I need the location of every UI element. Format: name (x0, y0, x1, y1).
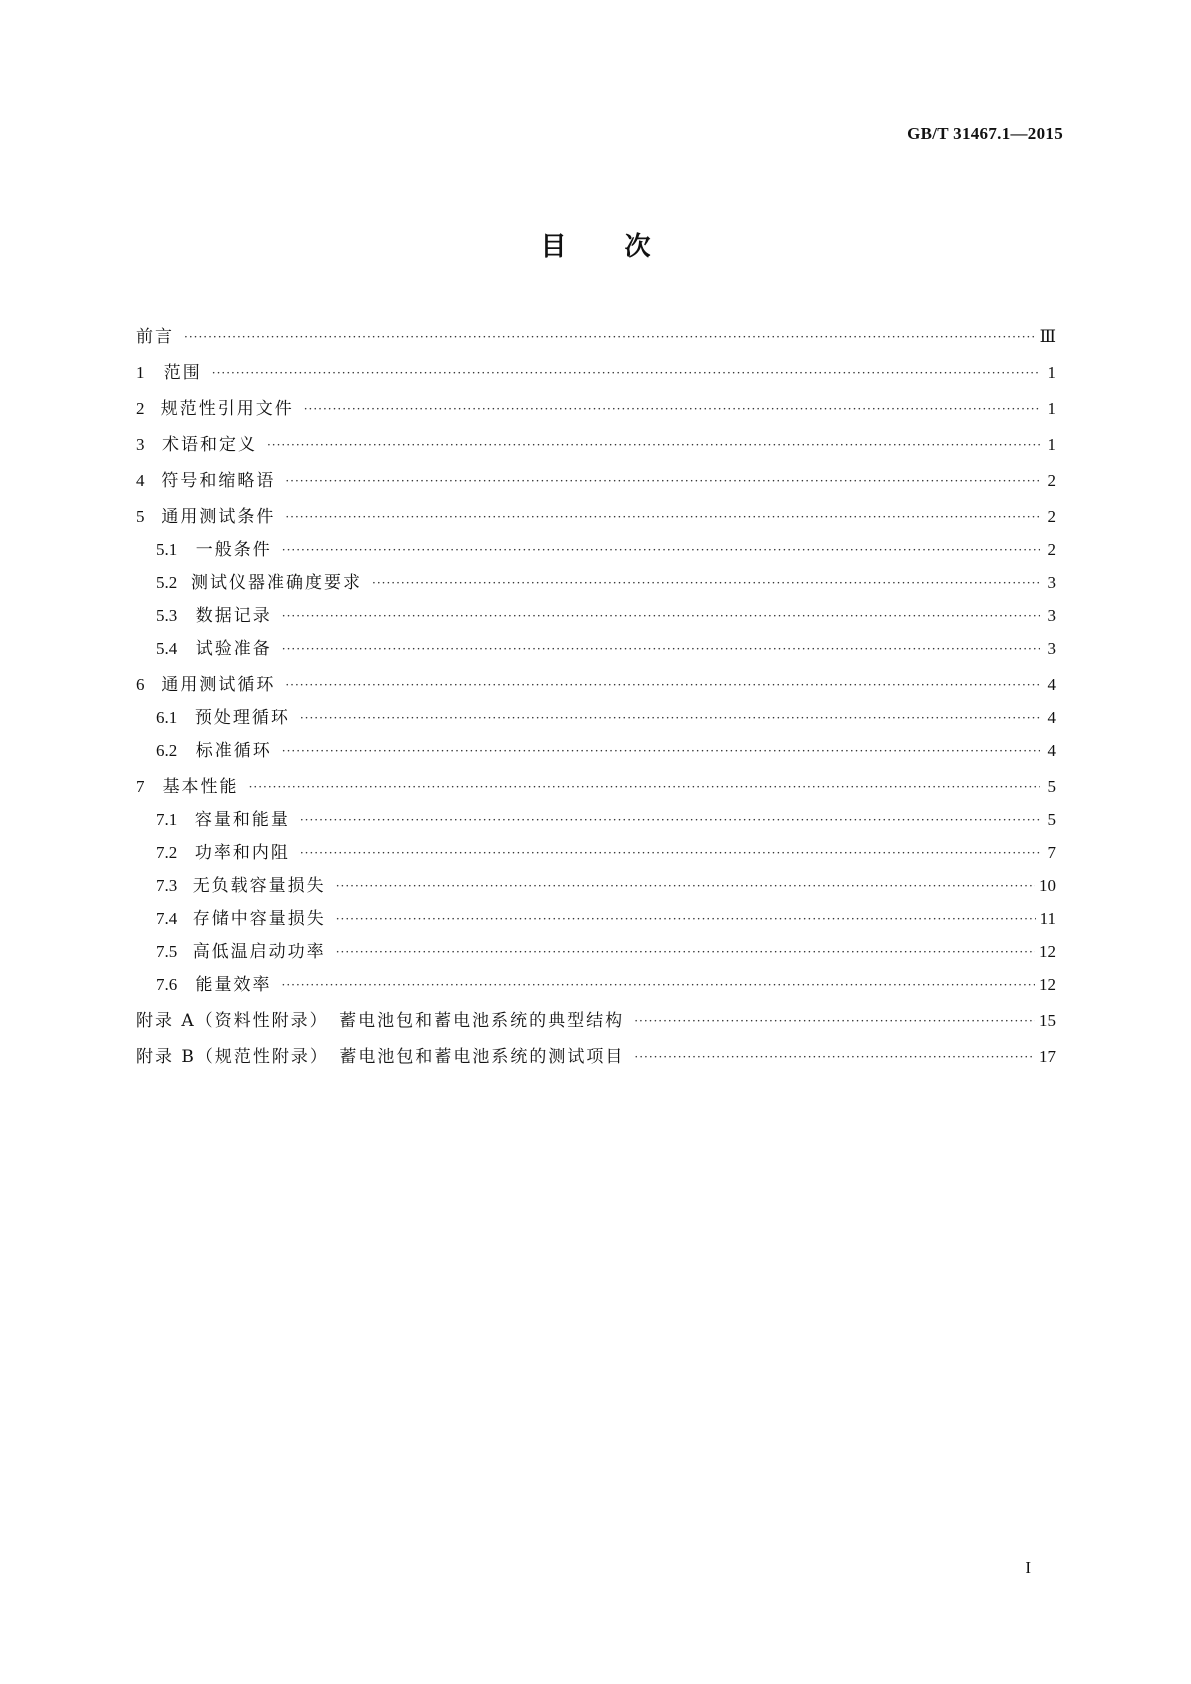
toc-entry-page: 2 (1047, 507, 1056, 526)
toc-entry-number: 6 (136, 675, 145, 694)
toc-entry[interactable] (136, 707, 1056, 730)
dot-leader (372, 572, 1040, 594)
dot-leader (336, 875, 1035, 897)
toc-entry-label: 数据记录 (195, 606, 272, 626)
toc-entry-label: 高低温启动功率 (192, 942, 326, 962)
toc-entry-label: 符号和缩略语 (161, 471, 276, 491)
dot-leader (282, 638, 1040, 660)
toc-entry-label: 范围 (163, 363, 202, 383)
dot-leader (634, 1010, 1035, 1032)
toc-entry[interactable] (136, 776, 1056, 799)
toc-entry-page: 4 (1047, 741, 1056, 760)
toc-entry[interactable] (136, 398, 1056, 421)
toc-entry-number: 7.5 (156, 942, 178, 961)
toc-entry-number: 7.6 (156, 975, 178, 994)
toc-entry-number: 4 (136, 471, 145, 490)
toc-entry-page: 7 (1047, 843, 1056, 862)
toc-entry-label: 附录 B（规范性附录） 蓄电池包和蓄电池系统的测试项目 (136, 1047, 625, 1067)
toc-entry-label: 一般条件 (195, 540, 272, 560)
toc-entry[interactable] (136, 638, 1056, 661)
dot-leader (282, 740, 1040, 762)
toc-entry-number: 1 (136, 363, 145, 382)
toc-entry-page: 17 (1039, 1047, 1056, 1066)
toc-entry-label: 附录 A（资料性附录） 蓄电池包和蓄电池系统的典型结构 (136, 1011, 625, 1031)
table-of-contents (136, 326, 1056, 1069)
toc-entry-page: 1 (1047, 363, 1056, 382)
toc-entry-number: 5.2 (156, 573, 178, 592)
toc-entry[interactable] (136, 1010, 1056, 1033)
toc-entry-label: 能量效率 (195, 975, 272, 995)
toc-entry[interactable] (136, 434, 1056, 457)
dot-leader (300, 842, 1040, 864)
toc-entry-number: 5.3 (156, 606, 178, 625)
toc-entry-label: 标准循环 (195, 741, 272, 761)
toc-entry-label: 试验准备 (195, 639, 272, 659)
dot-leader (249, 776, 1040, 798)
toc-entry-label: 通用测试条件 (161, 507, 276, 527)
toc-entry-page: 1 (1047, 435, 1056, 454)
toc-entry-number: 6.2 (156, 741, 178, 760)
toc-entry[interactable] (136, 539, 1056, 562)
toc-entry-page: 3 (1047, 639, 1056, 658)
toc-entry-page: Ⅲ (1039, 327, 1056, 346)
toc-entry-label: 基本性能 (162, 777, 239, 797)
toc-entry-number: 7.1 (156, 810, 178, 829)
dot-leader (304, 398, 1040, 420)
toc-entry-label: 无负载容量损失 (192, 876, 326, 896)
toc-entry[interactable] (136, 1046, 1056, 1069)
toc-entry[interactable] (136, 842, 1056, 865)
toc-entry-number: 6.1 (156, 708, 178, 727)
toc-entry-label: 规范性引用文件 (160, 399, 294, 419)
toc-entry-page: 2 (1047, 540, 1056, 559)
toc-entry-page: 11 (1039, 909, 1056, 928)
toc-entry[interactable] (136, 572, 1056, 595)
toc-entry-number: 7.3 (156, 876, 178, 895)
toc-entry-page: 1 (1047, 399, 1056, 418)
toc-entry-number: 7 (136, 777, 145, 796)
dot-leader (336, 941, 1035, 963)
toc-entry[interactable] (136, 974, 1056, 997)
toc-entry-number: 5 (136, 507, 145, 526)
dot-leader (282, 605, 1040, 627)
toc-entry-label: 功率和内阻 (194, 843, 290, 863)
toc-entry-number: 3 (136, 435, 145, 454)
dot-leader (634, 1046, 1035, 1068)
toc-entry-page: 3 (1047, 606, 1056, 625)
toc-entry[interactable] (136, 470, 1056, 493)
toc-entry-page: 3 (1047, 573, 1056, 592)
toc-entry[interactable] (136, 875, 1056, 898)
dot-leader (282, 539, 1040, 561)
dot-leader (285, 674, 1040, 696)
toc-entry-label: 前言 (136, 327, 174, 347)
toc-entry-page: 4 (1047, 708, 1056, 727)
toc-entry-label: 通用测试循环 (161, 675, 276, 695)
toc-entry[interactable] (136, 809, 1056, 832)
page-number: I (1025, 1558, 1031, 1577)
toc-entry-page: 12 (1039, 975, 1056, 994)
dot-leader (212, 362, 1040, 384)
toc-entry-number: 7.2 (156, 843, 178, 862)
toc-entry-label: 容量和能量 (194, 810, 290, 830)
dot-leader (285, 470, 1040, 492)
dot-leader (285, 506, 1040, 528)
toc-entry[interactable] (136, 362, 1056, 385)
toc-entry[interactable] (136, 674, 1056, 697)
toc-entry-page: 4 (1047, 675, 1056, 694)
dot-leader (300, 809, 1040, 831)
toc-entry-number: 7.4 (156, 909, 178, 928)
toc-entry[interactable] (136, 506, 1056, 529)
toc-entry[interactable] (136, 605, 1056, 628)
toc-entry[interactable] (136, 740, 1056, 763)
toc-entry-number: 5.4 (156, 639, 178, 658)
toc-entry[interactable] (136, 326, 1056, 349)
toc-entry-page: 12 (1039, 942, 1056, 961)
toc-entry-number: 2 (136, 399, 145, 418)
dot-leader (282, 974, 1035, 996)
dot-leader (300, 707, 1040, 729)
toc-entry-number: 5.1 (156, 540, 178, 559)
toc-entry-page: 2 (1047, 471, 1056, 490)
toc-entry-label: 存储中容量损失 (192, 909, 326, 929)
standard-code: GB/T 31467.1—2015 (907, 124, 1063, 143)
dot-leader (184, 326, 1036, 348)
page-title: 目次 (540, 232, 709, 262)
toc-entry-page: 5 (1047, 810, 1056, 829)
dot-leader (336, 908, 1036, 930)
toc-entry[interactable] (136, 941, 1056, 964)
toc-entry-label: 测试仪器准确度要求 (191, 573, 363, 593)
toc-entry-label: 术语和定义 (161, 435, 257, 455)
dot-leader (267, 434, 1040, 456)
toc-entry[interactable] (136, 908, 1056, 931)
toc-entry-page: 10 (1039, 876, 1056, 895)
toc-entry-page: 15 (1039, 1011, 1056, 1030)
toc-entry-page: 5 (1047, 777, 1056, 796)
toc-entry-label: 预处理循环 (194, 708, 290, 728)
